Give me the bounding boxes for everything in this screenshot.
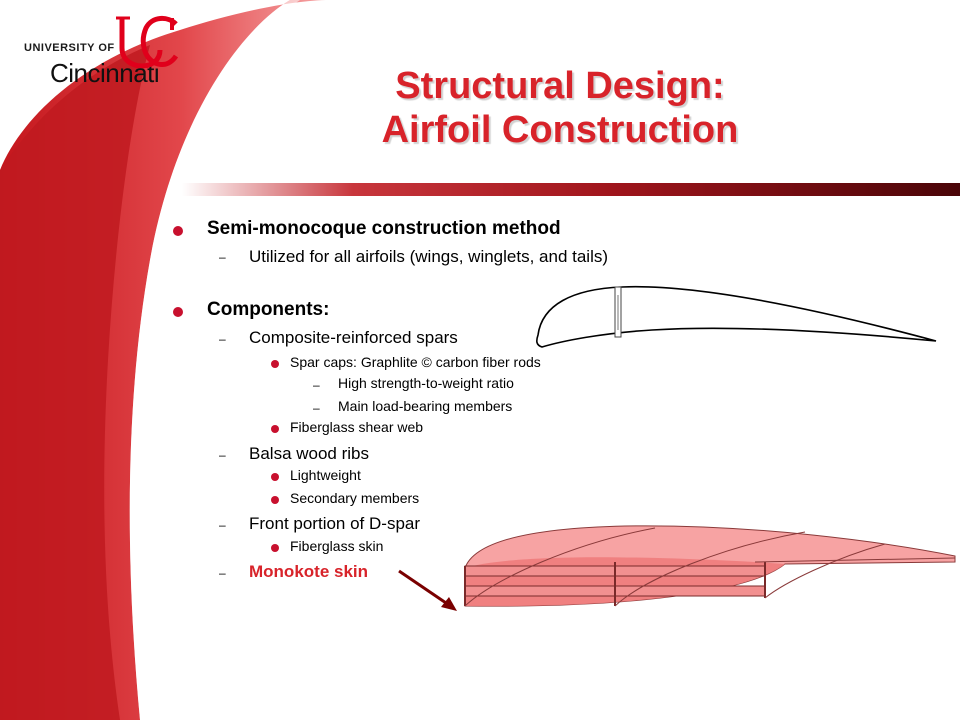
bullet-components: Components: [207,299,330,320]
item-load-bearing: Main load-bearing members [338,398,513,414]
bullet-dot-icon [271,425,279,433]
slide-title [300,64,820,152]
item-secondary: Secondary members [290,490,420,506]
item-fiberglass-skin: Fiberglass skin [290,538,384,554]
sub-bullet-monokote: Monokote skin [249,562,369,581]
university-logo [10,14,195,94]
wing-section-diagram [455,518,960,618]
item-lightweight: Lightweight [290,467,361,483]
sub-bullet-d-spar: Front portion of D-spar [249,514,421,533]
title-line-2: Airfoil Construction [381,109,739,151]
bullet-dot-icon [271,544,279,552]
dash-icon: – [219,448,226,462]
callout-arrow-icon [395,565,465,615]
bullet-semi-monocoque: Semi-monocoque construction method [207,218,561,239]
sub-bullet-balsa: Balsa wood ribs [249,444,370,463]
bullet-dot-icon [173,226,183,236]
item-shear-web: Fiberglass shear web [290,419,424,435]
item-strength-ratio: High strength-to-weight ratio [338,375,514,391]
dash-icon: – [219,250,226,264]
logo-university-of: UNIVERSITY OF [24,42,115,54]
bullet-dot-icon [271,496,279,504]
airfoil-cross-section-diagram [532,275,944,365]
title-line-1: Structural Design: [395,65,725,107]
bullet-dot-icon [271,360,279,368]
dash-icon: – [313,401,320,415]
dash-icon: – [219,566,226,580]
dash-icon: – [313,378,320,392]
dash-icon: – [219,332,226,346]
uc-monogram-icon [112,14,192,68]
logo-city: Cincinnati [50,58,160,88]
dash-icon: – [219,518,226,532]
sub-bullet-spars: Composite-reinforced spars [249,328,458,347]
sub-bullet-utilized: Utilized for all airfoils (wings, winglets, and tails) [249,247,609,266]
bullet-dot-icon [271,473,279,481]
bullet-dot-icon [173,307,183,317]
title-underline-bar [182,183,960,196]
item-spar-caps: Spar caps: Graphlite © carbon fiber rods [290,354,541,370]
